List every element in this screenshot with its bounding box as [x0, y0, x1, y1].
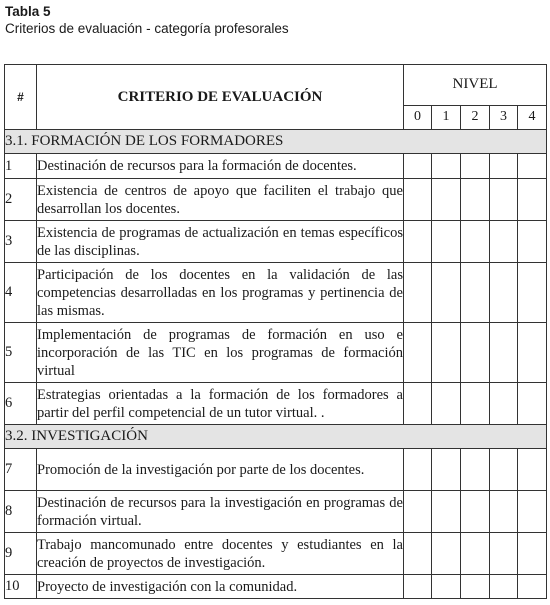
level-cell[interactable] [461, 179, 490, 221]
level-cell[interactable] [490, 491, 518, 533]
level-cell[interactable] [404, 263, 432, 323]
level-cell[interactable] [432, 533, 461, 575]
level-cell[interactable] [518, 154, 547, 179]
level-cell[interactable] [518, 383, 547, 425]
level-cell[interactable] [432, 491, 461, 533]
level-cell[interactable] [432, 449, 461, 491]
level-cell[interactable] [461, 323, 490, 383]
table-row [5, 533, 547, 575]
level-cell[interactable] [490, 263, 518, 323]
level-cell[interactable] [518, 533, 547, 575]
table-row [5, 323, 547, 383]
level-cell[interactable] [404, 383, 432, 425]
level-cell[interactable] [518, 491, 547, 533]
row-number: 5 [5, 323, 37, 383]
table-row [5, 383, 547, 425]
row-criterion: Participación de los docentes en la validación de las competencias desarrolladas en los programas y pertinencia de las mismas. [37, 263, 404, 323]
header-nivel: NIVEL [404, 65, 547, 106]
section-row [5, 130, 547, 154]
level-cell[interactable] [461, 491, 490, 533]
header-level-3: 3 [490, 105, 518, 129]
table-row [5, 179, 547, 221]
table-row [5, 263, 547, 323]
level-cell[interactable] [404, 449, 432, 491]
section-title: 3.1. FORMACIÓN DE LOS FORMADORES [5, 130, 547, 154]
level-cell[interactable] [518, 449, 547, 491]
level-cell[interactable] [490, 154, 518, 179]
level-cell[interactable] [490, 533, 518, 575]
level-cell[interactable] [432, 154, 461, 179]
section-row [5, 425, 547, 449]
row-criterion: Proyecto de investigación con la comunidad. [37, 575, 404, 599]
table-title: Tabla 5 [5, 4, 51, 19]
level-cell[interactable] [490, 179, 518, 221]
row-criterion: Trabajo mancomunado entre docentes y estudiantes en la creación de proyectos de investigación. [37, 533, 404, 575]
level-cell[interactable] [432, 221, 461, 263]
table-row [5, 221, 547, 263]
level-cell[interactable] [461, 383, 490, 425]
level-cell[interactable] [490, 323, 518, 383]
level-cell[interactable] [518, 323, 547, 383]
level-cell[interactable] [404, 575, 432, 599]
level-cell[interactable] [518, 263, 547, 323]
level-cell[interactable] [490, 383, 518, 425]
level-cell[interactable] [461, 154, 490, 179]
level-cell[interactable] [432, 263, 461, 323]
row-criterion: Existencia de programas de actualización en temas específicos de las disciplinas. [37, 221, 404, 263]
level-cell[interactable] [432, 179, 461, 221]
level-cell[interactable] [461, 533, 490, 575]
row-number: 9 [5, 533, 37, 575]
row-criterion: Estrategias orientadas a la formación de los formadores a partir del perfil competencial de un tutor virtual. . [37, 383, 404, 425]
header-hash: # [5, 65, 37, 130]
header-level-1: 1 [432, 105, 461, 129]
level-cell[interactable] [490, 449, 518, 491]
level-cell[interactable] [461, 263, 490, 323]
header-criterio: CRITERIO DE EVALUACIÓN [37, 65, 404, 130]
row-number: 3 [5, 221, 37, 263]
level-cell[interactable] [404, 491, 432, 533]
table-subtitle: Criterios de evaluación - categoría profesorales [5, 21, 289, 36]
level-cell[interactable] [518, 179, 547, 221]
level-cell[interactable] [518, 221, 547, 263]
table-row [5, 154, 547, 179]
level-cell[interactable] [432, 383, 461, 425]
level-cell[interactable] [404, 533, 432, 575]
row-number: 7 [5, 449, 37, 491]
level-cell[interactable] [518, 575, 547, 599]
row-number: 4 [5, 263, 37, 323]
row-criterion: Promoción de la investigación por parte de los docentes. [37, 449, 404, 491]
row-number: 8 [5, 491, 37, 533]
row-criterion: Destinación de recursos para la formación de docentes. [37, 154, 404, 179]
level-cell[interactable] [490, 575, 518, 599]
level-cell[interactable] [404, 323, 432, 383]
table-row [5, 575, 547, 599]
section-title: 3.2. INVESTIGACIÓN [5, 425, 547, 449]
row-criterion: Implementación de programas de formación en uso e incorporación de las TIC en los programas de formación virtual [37, 323, 404, 383]
level-cell[interactable] [461, 575, 490, 599]
level-cell[interactable] [404, 179, 432, 221]
table-row [5, 449, 547, 491]
header-level-4: 4 [518, 105, 547, 129]
row-number: 2 [5, 179, 37, 221]
row-criterion: Existencia de centros de apoyo que faciliten el trabajo que desarrollan los docentes. [37, 179, 404, 221]
row-number: 10 [5, 575, 37, 599]
level-cell[interactable] [490, 221, 518, 263]
level-cell[interactable] [432, 323, 461, 383]
level-cell[interactable] [432, 575, 461, 599]
level-cell[interactable] [404, 221, 432, 263]
row-criterion: Destinación de recursos para la investigación en programas de formación virtual. [37, 491, 404, 533]
header-level-0: 0 [404, 105, 432, 129]
level-cell[interactable] [461, 221, 490, 263]
header-level-2: 2 [461, 105, 490, 129]
row-number: 6 [5, 383, 37, 425]
level-cell[interactable] [461, 449, 490, 491]
level-cell[interactable] [404, 154, 432, 179]
criteria-table [4, 64, 547, 599]
row-number: 1 [5, 154, 37, 179]
table-caption [5, 3, 289, 37]
table-row [5, 491, 547, 533]
